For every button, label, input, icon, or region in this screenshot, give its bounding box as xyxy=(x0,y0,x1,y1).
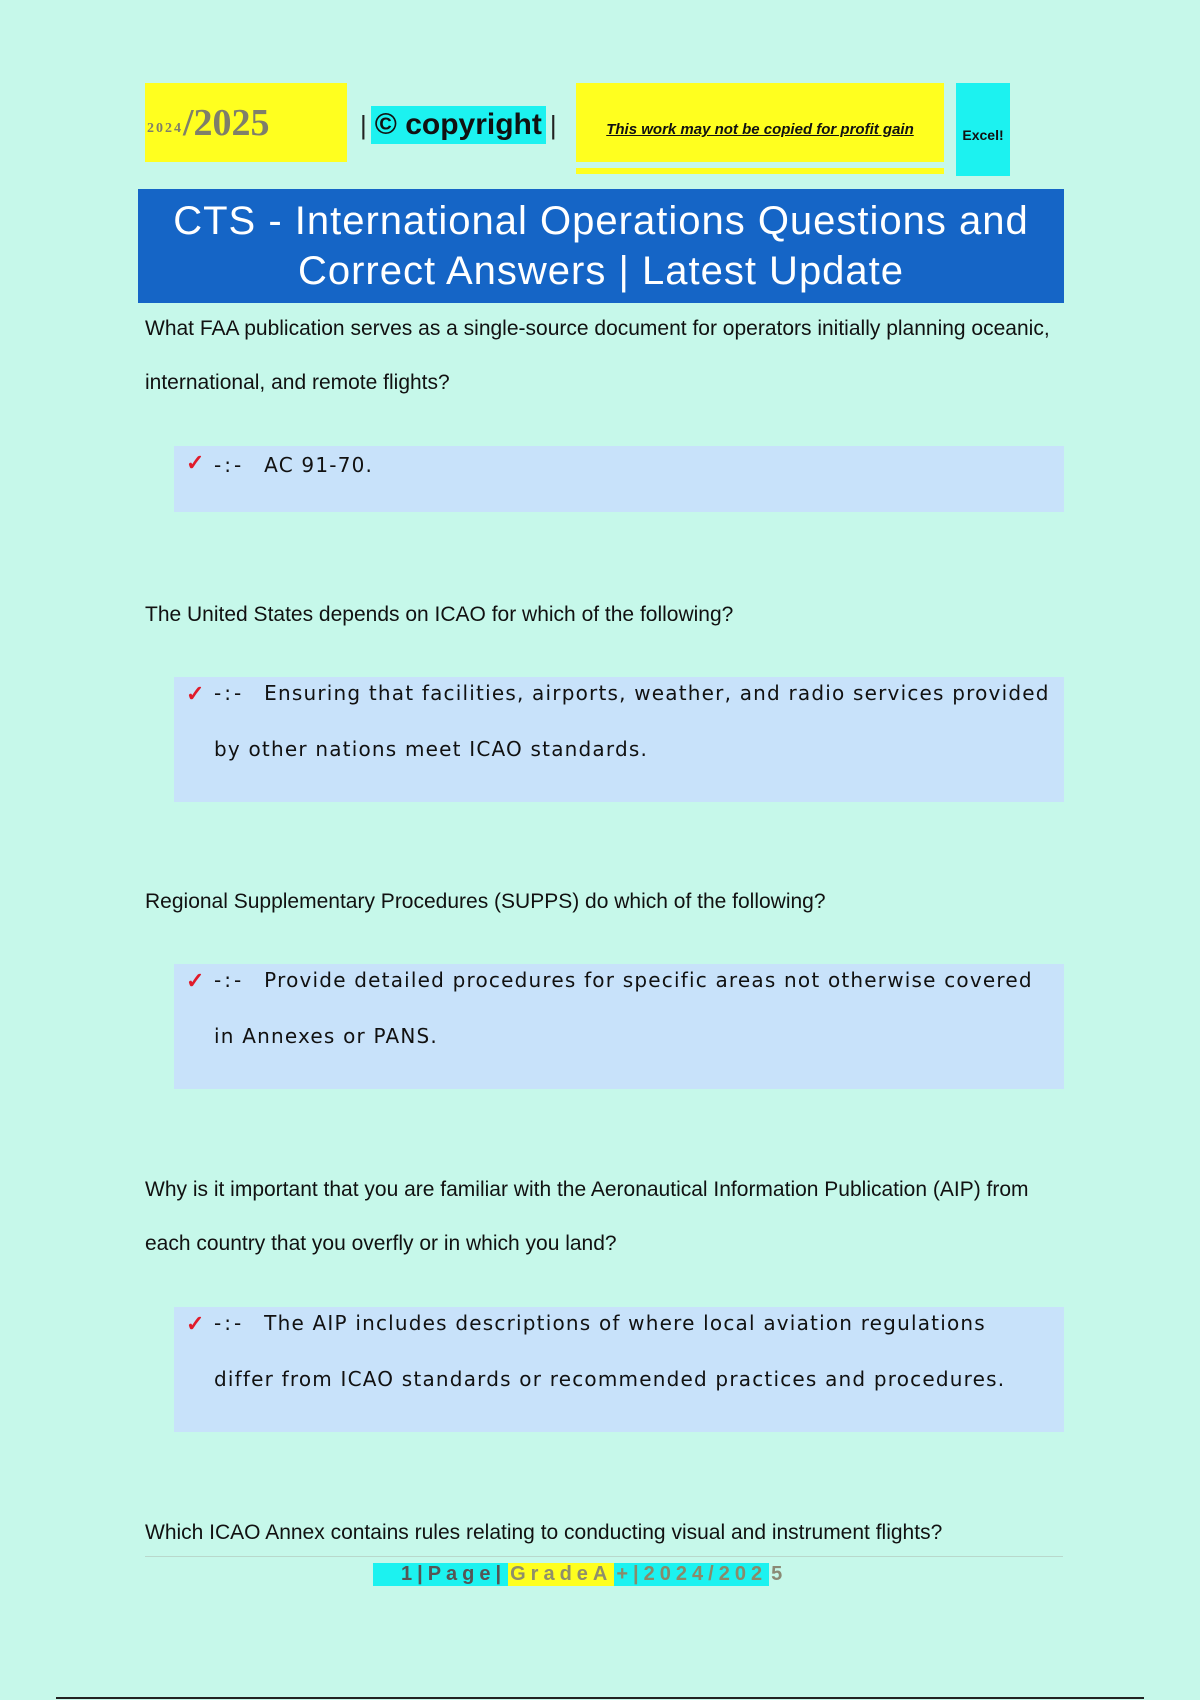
answer-4-body xyxy=(214,1295,1050,1432)
footer-year: +|2024/202 xyxy=(616,1562,768,1585)
question-2: The United States depends on ICAO for which of the following? xyxy=(145,603,734,626)
check-icon: ✓ xyxy=(186,681,205,706)
answer-3-body xyxy=(214,952,1050,1089)
question-1: What FAA publication serves as a single-source document for operators initially planning oceanic, international, and remote flights? xyxy=(145,317,1050,394)
check-icon: ✓ xyxy=(186,450,205,475)
year-suffix: /2025 xyxy=(183,101,270,144)
copyright-label xyxy=(356,104,561,146)
copy-notice: This work may not be copied for profit gain xyxy=(576,83,944,162)
answer-3 xyxy=(174,964,1064,1089)
footer-grade: GradeA xyxy=(510,1562,613,1585)
answer-2-body xyxy=(214,665,1050,802)
title-line-1: CTS - International Operations Questions and xyxy=(173,199,1029,243)
check-icon: ✓ xyxy=(186,968,205,993)
answer-marker: -:- xyxy=(214,453,245,477)
copyright-text: © copyright xyxy=(371,106,546,144)
footer-page: 1|Page| xyxy=(373,1563,508,1586)
title-line-2: Correct Answers | Latest Update xyxy=(297,249,905,293)
answer-1-text: AC 91-70. xyxy=(264,453,374,477)
bottom-rule xyxy=(56,1697,1144,1699)
answer-marker: -:- xyxy=(214,968,245,992)
answer-2 xyxy=(174,677,1064,802)
answer-4 xyxy=(174,1307,1064,1432)
answer-3-text: Provide detailed procedures for specific areas not otherwise covered in Annexes or PANS. xyxy=(214,968,1033,1048)
year-prefix: 2024 xyxy=(147,120,183,136)
copyright-bar-left: | xyxy=(360,109,367,140)
answer-2-text: Ensuring that facilities, airports, weather, and radio services provided by other nations meet ICAO standards. xyxy=(214,681,1050,761)
answer-4-text: The AIP includes descriptions of where local aviation regulations differ from ICAO standards or recommended practices and procedures. xyxy=(214,1311,1006,1391)
page-title xyxy=(138,189,1064,303)
footer-year-last: 5 xyxy=(771,1562,788,1585)
year-badge xyxy=(145,83,347,162)
question-4: Why is it important that you are familiar with the Aeronautical Information Publication (AIP) from each country that you overfly or in which you land? xyxy=(145,1178,1029,1255)
excel-badge: Excel! xyxy=(956,83,1010,176)
notice-underline xyxy=(576,168,944,174)
answer-1 xyxy=(174,446,1064,512)
check-icon: ✓ xyxy=(186,1311,205,1336)
answer-1-body xyxy=(214,448,1050,512)
question-3: Regional Supplementary Procedures (SUPPS) do which of the following? xyxy=(145,890,826,913)
answer-marker: -:- xyxy=(214,681,245,705)
answer-marker: -:- xyxy=(214,1311,245,1335)
footer-divider xyxy=(145,1556,1063,1557)
page-footer xyxy=(373,1560,789,1588)
question-5: Which ICAO Annex contains rules relating to conducting visual and instrument flights? xyxy=(145,1521,943,1544)
copyright-bar-right: | xyxy=(549,109,557,140)
